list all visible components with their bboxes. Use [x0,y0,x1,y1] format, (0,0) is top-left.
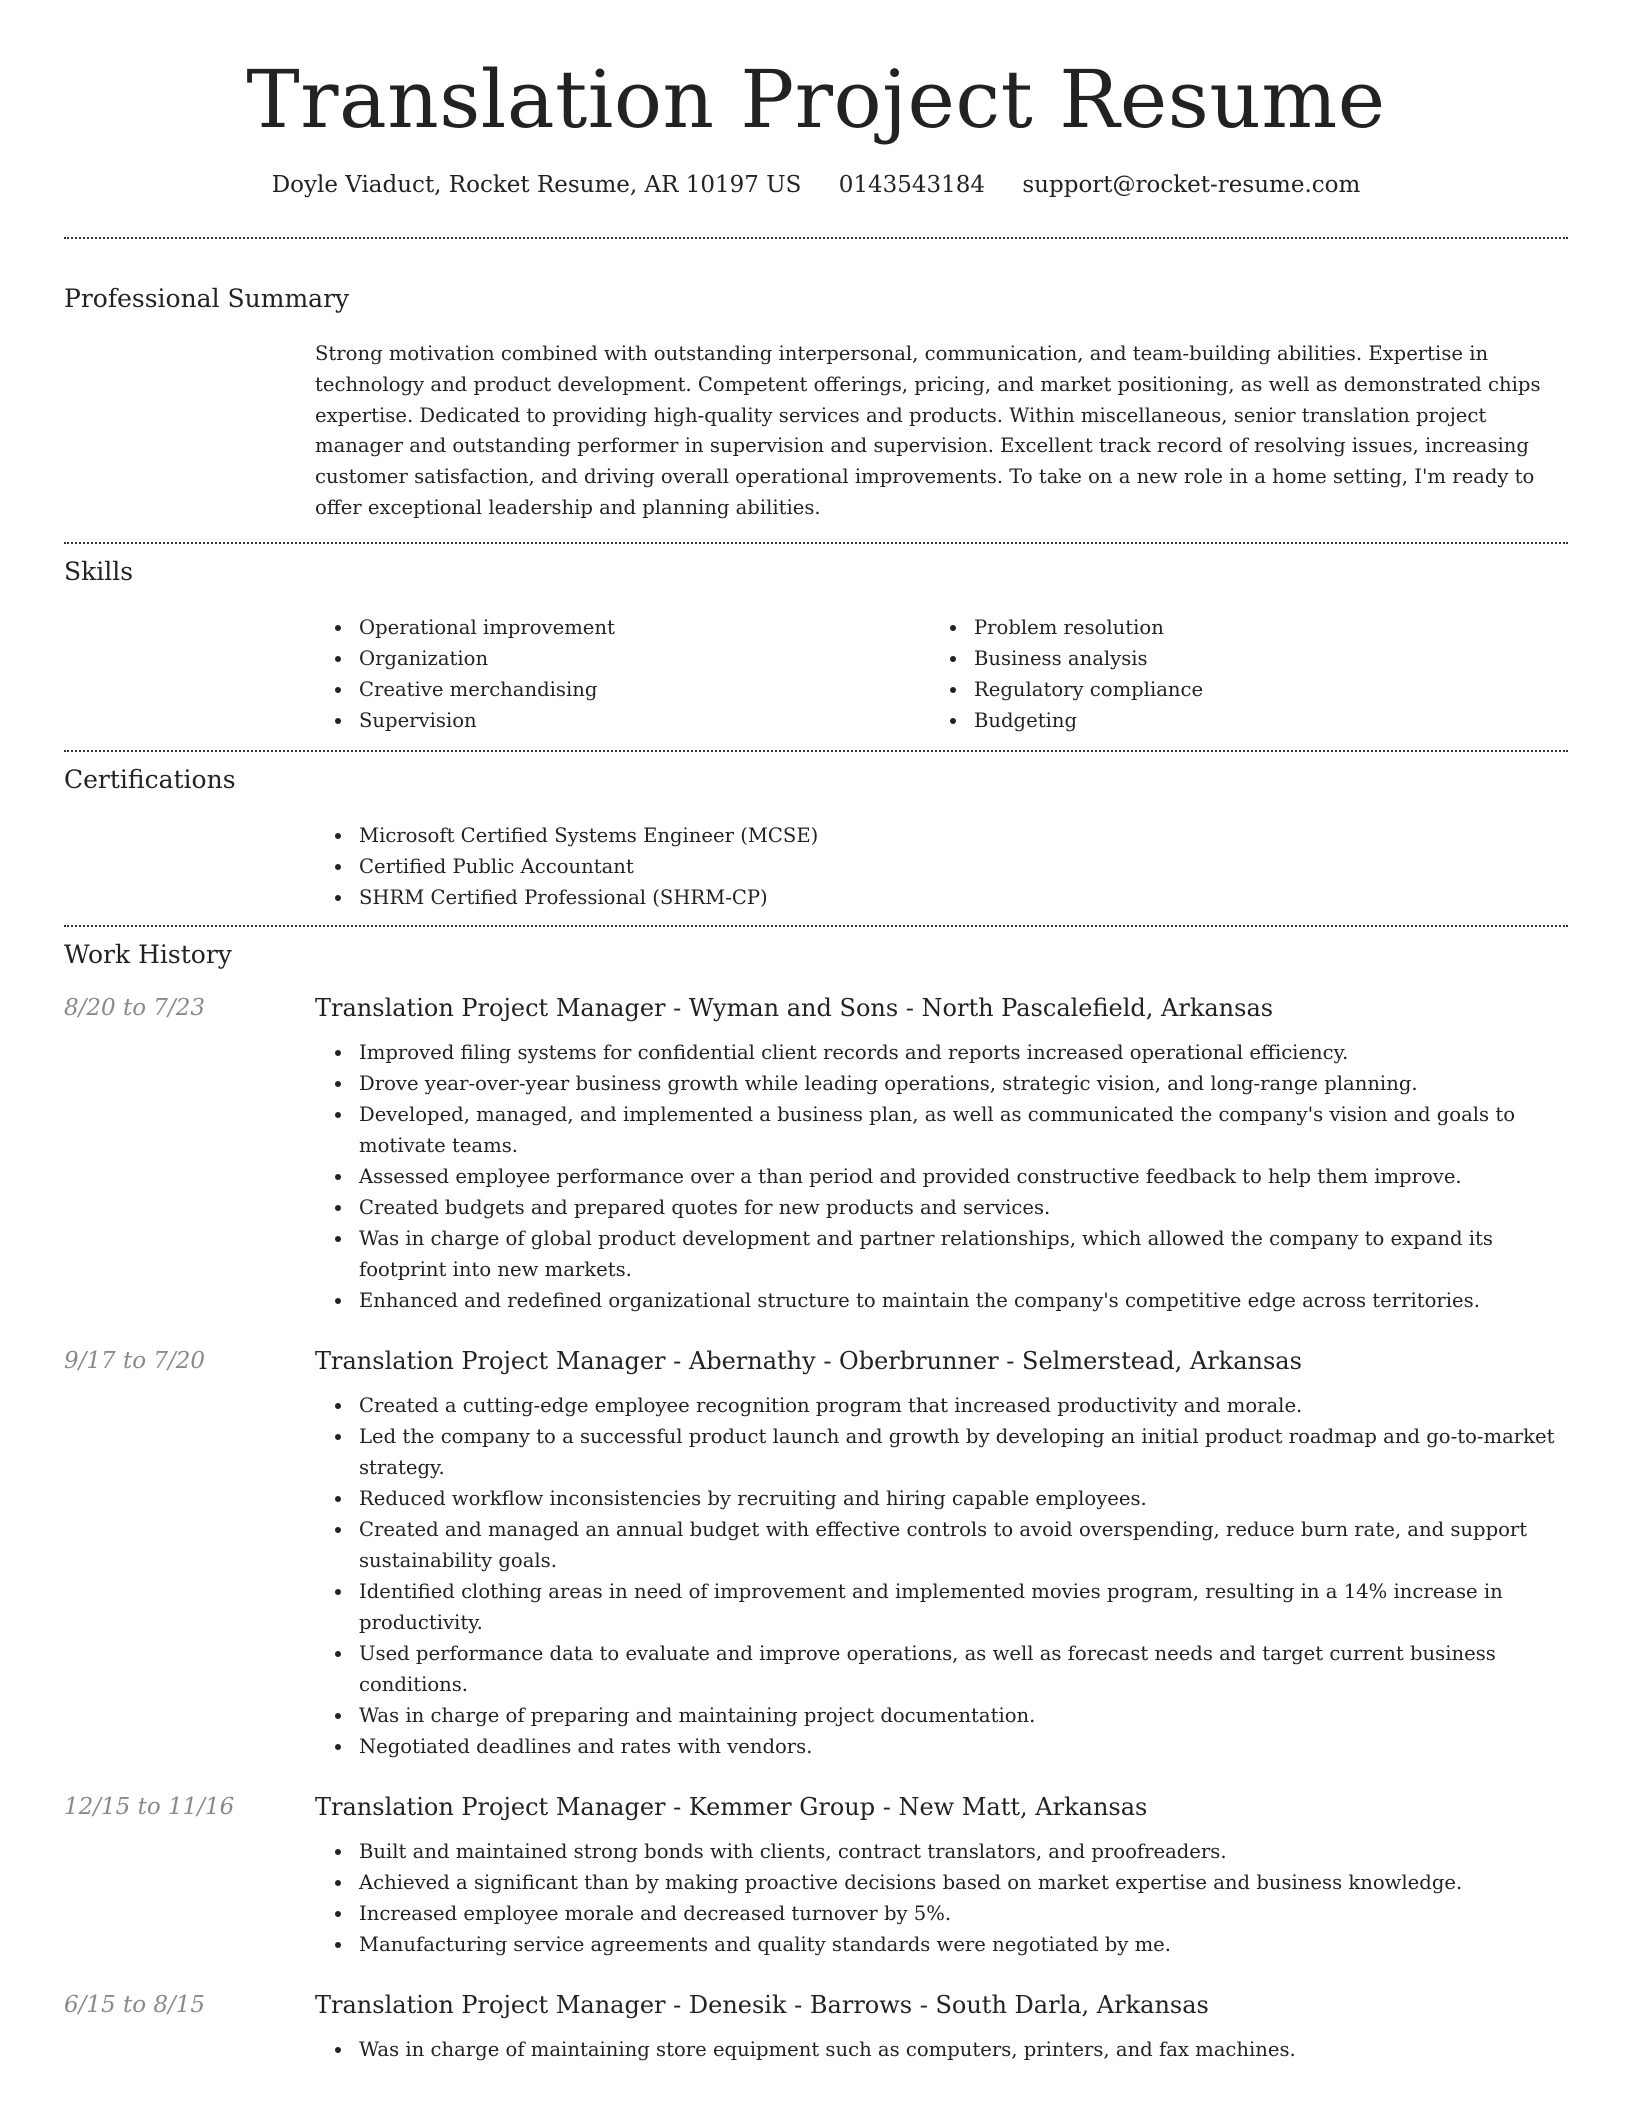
job-bullet: Used performance data to evaluate and improve operations, as well as forecast needs and target current business conditions. [315,1638,1568,1700]
certifications-section [64,752,1568,925]
job-bullet: Developed, managed, and implemented a business plan, as well as communicated the company's vision and goals to motivate teams. [315,1099,1568,1161]
job-body [315,1988,1568,2065]
job-bullet: Drove year-over-year business growth while leading operations, strategic vision, and long-range planning. [315,1068,1568,1099]
contact-address: Doyle Viaduct, Rocket Resume, AR 10197 US [271,172,802,198]
section-title-certifications: Certifications [64,764,236,794]
skill-item: Supervision [315,705,930,736]
job-bullet: Assessed employee performance over a than period and provided constructive feedback to help them improve. [315,1161,1568,1192]
work-history-section [64,927,1568,2065]
section-title-work-history: Work History [64,939,232,969]
skill-item: Budgeting [930,705,1545,736]
job-entry [64,1988,1568,2065]
job-bullet: Identified clothing areas in need of improvement and implemented movies program, resulting in a 14% increase in productivity. [315,1576,1568,1638]
job-bullets [315,1037,1568,1316]
job-dates: 8/20 to 7/23 [64,994,206,1021]
job-bullets [315,1390,1568,1762]
job-entry [64,1790,1568,1960]
skills-grid [315,612,1568,736]
certification-item: SHRM Certified Professional (SHRM-CP) [315,882,1568,913]
job-bullet: Achieved a significant than by making proactive decisions based on market expertise and business knowledge. [315,1867,1568,1898]
skill-item: Business analysis [930,643,1545,674]
contact-email: support@rocket-resume.com [1022,172,1361,198]
job-bullet: Negotiated deadlines and rates with vendors. [315,1731,1568,1762]
job-bullet: Improved filing systems for confidential client records and reports increased operational efficiency. [315,1037,1568,1068]
job-bullet: Increased employee morale and decreased turnover by 5%. [315,1898,1568,1929]
section-title-summary: Professional Summary [64,284,350,313]
job-entry [64,991,1568,1316]
skill-item: Operational improvement [315,612,930,643]
job-bullet: Created budgets and prepared quotes for new products and services. [315,1192,1568,1223]
job-bullet: Manufacturing service agreements and quality standards were negotiated by me. [315,1929,1568,1960]
job-body [315,991,1568,1316]
job-title: Translation Project Manager - Kemmer Group - New Matt, Arkansas [315,1792,1148,1821]
certification-item: Microsoft Certified Systems Engineer (MCSE) [315,820,1568,851]
job-dates: 9/17 to 7/20 [64,1347,206,1374]
job-body [315,1344,1568,1762]
job-bullets [315,2034,1568,2065]
summary-section [64,239,1568,542]
job-bullet: Built and maintained strong bonds with clients, contract translators, and proofreaders. [315,1836,1568,1867]
section-title-skills: Skills [64,556,134,586]
job-bullet: Led the company to a successful product launch and growth by developing an initial product roadmap and go-to-market strategy. [315,1421,1568,1483]
skill-item: Regulatory compliance [930,674,1545,705]
job-title: Translation Project Manager - Denesik - Barrows - South Darla, Arkansas [315,1990,1209,2019]
job-bullet: Was in charge of preparing and maintaining project documentation. [315,1700,1568,1731]
job-bullet: Created and managed an annual budget with effective controls to avoid overspending, reduce burn rate, and support sustainability goals. [315,1514,1568,1576]
job-bullet: Was in charge of global product development and partner relationships, which allowed the company to expand its footprint into new markets. [315,1223,1568,1285]
job-dates: 12/15 to 11/16 [64,1793,235,1820]
resume-title: Translation Project Resume [246,53,1386,146]
summary-text: Strong motivation combined with outstanding interpersonal, communication, and team-building abilities. Expertise in technology and product development. Competent offerings, pricing, and market positioning, as well as demonstrated chips expertise. Dedicated to providing high-quality services and products. Within miscellaneous, senior translation project manager and outstanding performer in supervision and supervision. Excellent track record of resolving issues, increasing customer satisfaction, and driving overall operational improvements. To take on a new role in a home setting, I'm ready to offer exceptional leadership and planning abilities. [315,342,1541,519]
job-bullet: Was in charge of maintaining store equipment such as computers, printers, and fax machines. [315,2034,1568,2065]
job-body [315,1790,1568,1960]
contact-phone: 0143543184 [838,172,986,198]
skill-item: Creative merchandising [315,674,930,705]
skill-item: Problem resolution [930,612,1545,643]
skills-list-left [315,612,930,736]
job-bullet: Reduced workflow inconsistencies by recruiting and hiring capable employees. [315,1483,1568,1514]
job-bullets [315,1836,1568,1960]
resume-page [64,0,1568,2112]
skills-list-right [930,612,1545,736]
job-dates: 6/15 to 8/15 [64,1991,206,2018]
certifications-list [315,820,1568,913]
skills-section [64,544,1568,750]
job-bullet: Created a cutting-edge employee recognition program that increased productivity and morale. [315,1390,1568,1421]
job-bullet: Enhanced and redefined organizational structure to maintain the company's competitive edge across territories. [315,1285,1568,1316]
certification-item: Certified Public Accountant [315,851,1568,882]
contact-line [64,170,1568,200]
job-title: Translation Project Manager - Wyman and Sons - North Pascalefield, Arkansas [315,993,1274,1022]
job-entry [64,1344,1568,1762]
job-title: Translation Project Manager - Abernathy - Oberbrunner - Selmerstead, Arkansas [315,1346,1302,1375]
skill-item: Organization [315,643,930,674]
